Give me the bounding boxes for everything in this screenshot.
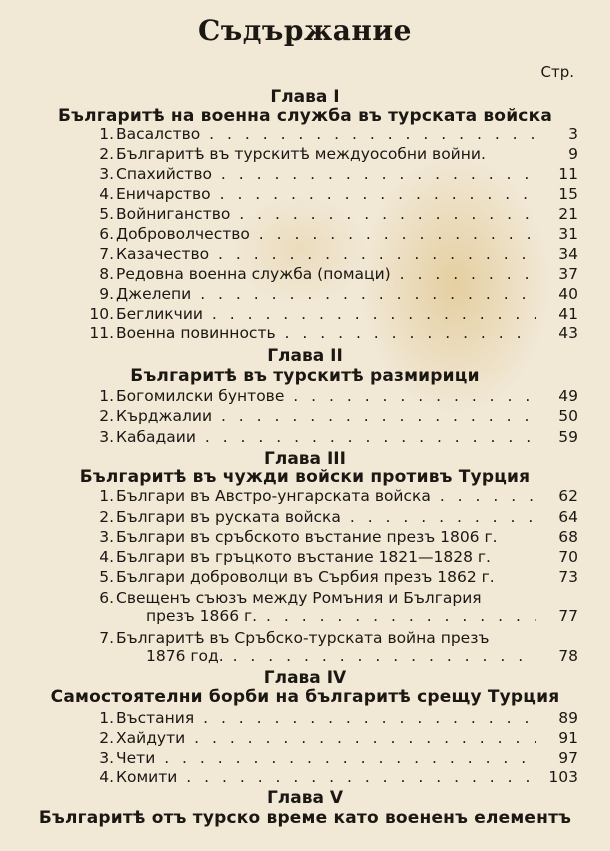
entry-number: 4. bbox=[99, 768, 114, 786]
entry-page: 64 bbox=[558, 508, 578, 526]
entry-number: 1. bbox=[99, 387, 114, 405]
toc-entry bbox=[86, 184, 578, 204]
toc-entry bbox=[86, 264, 578, 284]
entry-text: Казачество . . . bbox=[116, 244, 536, 264]
entry-text: Богомилски бунтове . . . bbox=[116, 386, 536, 406]
toc-entry bbox=[86, 567, 578, 587]
entry-number: 6. bbox=[99, 589, 114, 607]
entry-number: 1. bbox=[99, 487, 114, 505]
entry-text: Кабадаии . . . bbox=[116, 427, 536, 447]
entry-number: 3. bbox=[99, 428, 114, 446]
entry-page: 41 bbox=[558, 305, 578, 323]
entry-number: 4. bbox=[99, 185, 114, 203]
toc-entry bbox=[86, 244, 578, 264]
entry-number: 7. bbox=[99, 629, 114, 647]
entry-text: Българи въ сръбското въстание презъ 1806 г. bbox=[116, 528, 498, 546]
entry-text: Комити . . . bbox=[116, 767, 536, 787]
toc-entry bbox=[86, 527, 578, 547]
chapter-title: Българитѣ на военна служба въ турската войска bbox=[58, 106, 552, 126]
entry-page: 11 bbox=[558, 165, 578, 183]
entry-page: 21 bbox=[558, 205, 578, 223]
entry-text: Васалство . . . bbox=[116, 124, 536, 144]
entry-number: 2. bbox=[99, 145, 114, 163]
entry-page: 34 bbox=[558, 245, 578, 263]
entry-page: 89 bbox=[558, 709, 578, 727]
entry-text: Българи въ руската войска . . . bbox=[116, 507, 536, 527]
entry-page: 49 bbox=[558, 387, 578, 405]
chapter-label: Глава III bbox=[264, 449, 346, 469]
toc-entry bbox=[86, 748, 578, 768]
page-title: Съдържание bbox=[198, 14, 412, 47]
entry-page: 62 bbox=[558, 487, 578, 505]
entry-number: 11. bbox=[89, 324, 114, 342]
page-column-header: Стр. bbox=[540, 63, 574, 81]
toc-entry bbox=[86, 124, 578, 144]
entry-page: 70 bbox=[558, 548, 578, 566]
entry-text: Джелепи . . . bbox=[116, 284, 536, 304]
entry-number: 4. bbox=[99, 548, 114, 566]
entry-text: Българитѣ въ Сръбско-турската война презъ bbox=[116, 629, 490, 647]
entry-text: Българитѣ въ турскитѣ междуособни войни. bbox=[116, 145, 486, 163]
toc-entry bbox=[86, 164, 578, 184]
toc-entry bbox=[86, 728, 578, 748]
entry-page: 97 bbox=[558, 749, 578, 767]
toc-entry-continuation bbox=[146, 606, 578, 626]
entry-text: Редовна военна служба (помаци) . . . bbox=[116, 264, 536, 284]
chapter-title: Самостоятелни борби на българитѣ срещу Турция bbox=[50, 687, 560, 707]
entry-number: 1. bbox=[99, 709, 114, 727]
entry-text: Бегликчии . . . bbox=[116, 304, 536, 324]
entry-number: 7. bbox=[99, 245, 114, 263]
entry-number: 2. bbox=[99, 407, 114, 425]
toc-entry bbox=[86, 486, 578, 506]
entry-number: 3. bbox=[99, 749, 114, 767]
entry-number: 2. bbox=[99, 508, 114, 526]
entry-number: 3. bbox=[99, 528, 114, 546]
entry-number: 10. bbox=[89, 305, 114, 323]
entry-text: Спахийство . . . bbox=[116, 164, 536, 184]
entry-page: 50 bbox=[558, 407, 578, 425]
entry-page: 68 bbox=[558, 528, 578, 546]
entry-text: Свещенъ съюзъ между Ромъния и България bbox=[116, 589, 482, 607]
chapter-label: Глава IV bbox=[263, 668, 347, 688]
toc-entry bbox=[86, 507, 578, 527]
toc-entry bbox=[86, 406, 578, 426]
entry-text: Българи въ гръцкото въстание 1821—1828 г. bbox=[116, 548, 491, 566]
entry-page: 77 bbox=[558, 607, 578, 625]
entry-number: 3. bbox=[99, 165, 114, 183]
entry-page: 43 bbox=[558, 324, 578, 342]
chapter-title: Българитѣ въ турскитѣ размирици bbox=[130, 366, 480, 386]
entry-page: 31 bbox=[558, 225, 578, 243]
toc-entry bbox=[86, 547, 578, 567]
toc-entry bbox=[86, 224, 578, 244]
toc-entry-continuation bbox=[146, 646, 578, 666]
entry-number: 1. bbox=[99, 125, 114, 143]
toc-entry bbox=[86, 588, 578, 608]
entry-text: Въстания . . . bbox=[116, 708, 536, 728]
toc-entry bbox=[86, 427, 578, 447]
entry-page: 37 bbox=[558, 265, 578, 283]
entry-number: 6. bbox=[99, 225, 114, 243]
toc-entry bbox=[86, 323, 578, 343]
chapter-label: Глава I bbox=[270, 87, 340, 107]
toc-entry bbox=[86, 628, 578, 648]
chapter-label: Глава II bbox=[267, 346, 343, 366]
entry-number: 2. bbox=[99, 729, 114, 747]
entry-text: Кърджалии . . . bbox=[116, 406, 536, 426]
entry-page: 3 bbox=[568, 125, 578, 143]
entry-page: 73 bbox=[558, 568, 578, 586]
entry-text: Българи въ Австро-унгарската войска . . . bbox=[116, 486, 536, 506]
entry-text: Войниганство . . . bbox=[116, 204, 536, 224]
entry-number: 5. bbox=[99, 568, 114, 586]
toc-entry bbox=[86, 144, 578, 164]
chapter-title: Българитѣ въ чужди войски противъ Турция bbox=[79, 467, 531, 487]
entry-page: 78 bbox=[558, 647, 578, 665]
entry-page: 59 bbox=[558, 428, 578, 446]
entry-page: 9 bbox=[568, 145, 578, 163]
entry-text: Доброволчество . . . bbox=[116, 224, 536, 244]
entry-text: Еничарство . . . bbox=[116, 184, 536, 204]
entry-text: Военна повинность . . . bbox=[116, 323, 536, 343]
entry-text-continuation: 1876 год. . . . bbox=[146, 646, 536, 666]
entry-number: 8. bbox=[99, 265, 114, 283]
toc-entry bbox=[86, 386, 578, 406]
toc-entry bbox=[86, 284, 578, 304]
entry-text-continuation: презъ 1866 г. . . . bbox=[146, 606, 536, 626]
entry-number: 5. bbox=[99, 205, 114, 223]
entry-page: 91 bbox=[558, 729, 578, 747]
entry-text: Българи доброволци въ Сърбия презъ 1862 г. bbox=[116, 568, 495, 586]
toc-entry bbox=[86, 204, 578, 224]
entry-page: 40 bbox=[558, 285, 578, 303]
entry-text: Хайдути . . . bbox=[116, 728, 536, 748]
entry-page: 103 bbox=[548, 768, 578, 786]
entry-number: 9. bbox=[99, 285, 114, 303]
entry-page: 15 bbox=[558, 185, 578, 203]
toc-entry bbox=[86, 708, 578, 728]
chapter-title: Българитѣ отъ турско време като воененъ елементъ bbox=[38, 808, 572, 828]
toc-entry bbox=[86, 767, 578, 787]
chapter-label: Глава V bbox=[266, 788, 344, 808]
toc-entry bbox=[86, 304, 578, 324]
entry-text: Чети . . . bbox=[116, 748, 536, 768]
